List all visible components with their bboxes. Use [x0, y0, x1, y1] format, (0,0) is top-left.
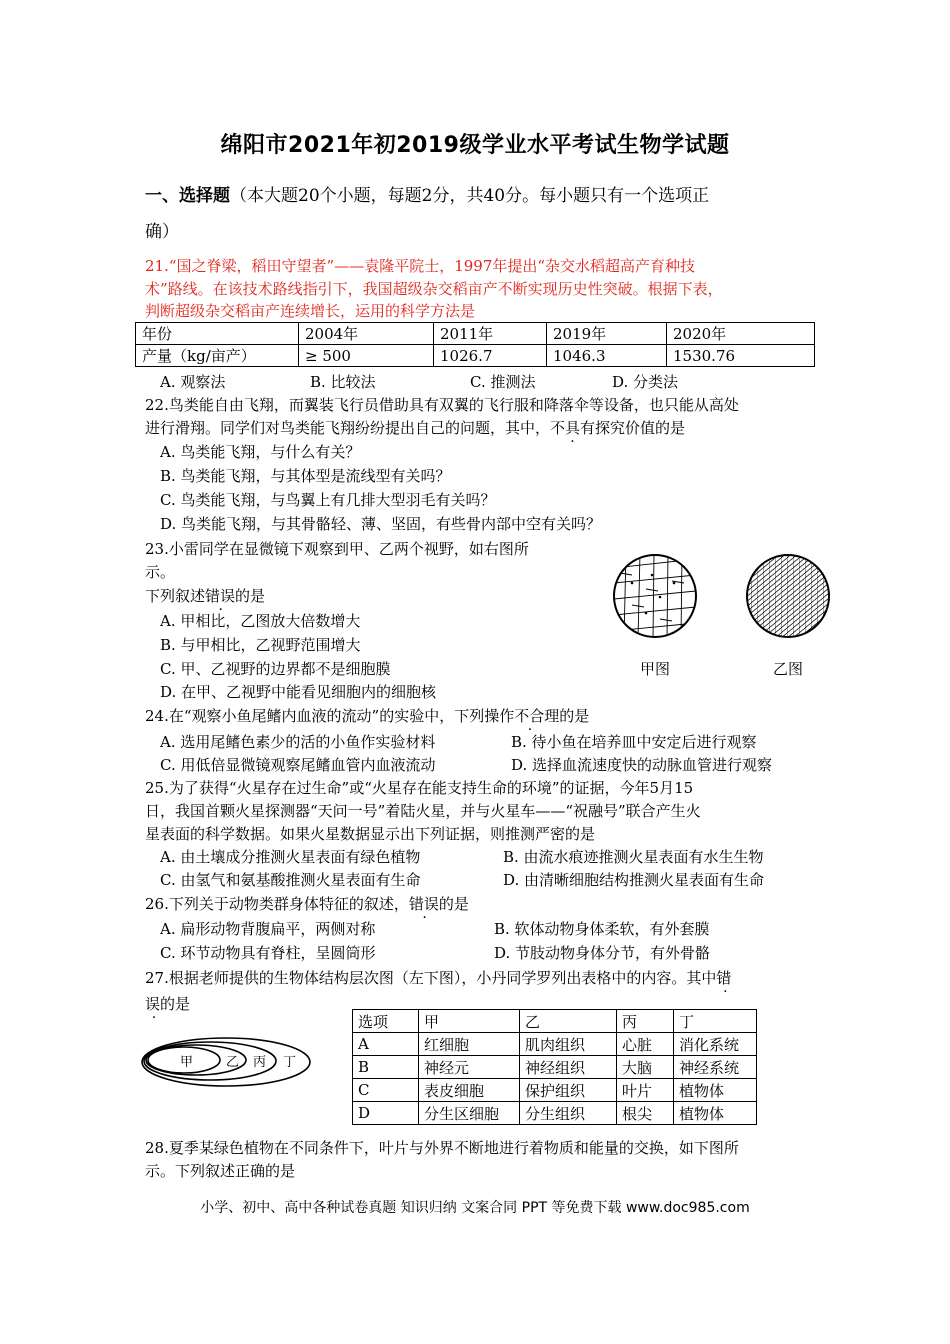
table-cell: 1530.76	[667, 345, 815, 367]
table-cell: 2004年	[299, 323, 434, 345]
table-cell: 2011年	[434, 323, 547, 345]
fig-caption-yi: 乙图	[773, 660, 804, 678]
q23-option-b: B. 与甲相比，乙视野范围增大	[160, 636, 361, 654]
q23-line2: 示。	[145, 563, 176, 581]
table-cell: 表皮细胞	[419, 1079, 520, 1102]
q21-option-d: D. 分类法	[612, 373, 679, 391]
page-footer: 小学、初中、高中各种试卷真题 知识归纳 文案合同 PPT 等免费下载 www.doc985.com	[200, 1200, 750, 1216]
table-cell: 甲	[419, 1010, 520, 1033]
table-cell: 1046.3	[547, 345, 667, 367]
table-cell: 红细胞	[419, 1033, 520, 1056]
table-row	[136, 345, 815, 367]
diagram-label-ding: 丁	[283, 1055, 297, 1070]
q27-emphasis-2: 误	[145, 995, 161, 1013]
table-cell: 产量（kg/亩产）	[136, 345, 299, 367]
q27-line1	[145, 967, 731, 989]
q25-option-d: D. 由清晰细胞结构推测火星表面有生命	[503, 871, 765, 889]
microscope-field-jia	[612, 553, 698, 639]
table-row	[353, 1056, 757, 1079]
q26-line1	[145, 893, 469, 915]
q26-option-c: C. 环节动物具有脊柱，呈圆筒形	[160, 944, 376, 962]
diagram-label-yi: 乙	[226, 1055, 240, 1070]
q22-line2	[145, 417, 685, 439]
table-cell: 1026.7	[434, 345, 547, 367]
section-desc-1: （本大题20个小题，每题2分，共40分。每小题只有一个选项正	[230, 186, 710, 206]
q26-line1-pre: 26.下列关于动物类群身体特征的叙述，	[145, 895, 409, 913]
table-cell: 植物体	[674, 1102, 757, 1125]
q25-line3: 星表面的科学数据。如果火星数据显示出下列证据，则推测严密的是	[145, 825, 596, 843]
q27-emphasis-1: 错	[716, 969, 732, 987]
table-row	[353, 1033, 757, 1056]
table-cell: 保护组织	[520, 1079, 617, 1102]
q24-line1	[145, 705, 589, 727]
microscope-field-yi	[745, 553, 831, 639]
table-row	[136, 323, 815, 345]
table-cell: ≥ 500	[299, 345, 434, 367]
q22-line1: 22.鸟类能自由飞翔，而翼装飞行员借助具有双翼的飞行服和降落伞等设备，也只能从高处	[145, 396, 739, 414]
q25-line2: 日，我国首颗火星探测器“天问一号”着陆火星，并与火星车——“祝融号”联合产生火	[145, 802, 701, 820]
table-cell: 选项	[353, 1010, 419, 1033]
diagram-label-jia: 甲	[180, 1055, 194, 1070]
q25-option-b: B. 由流水痕迹推测火星表面有水生生物	[503, 848, 764, 866]
q26-option-d: D. 节肢动物身体分节，有外骨骼	[494, 944, 711, 962]
table-cell: A	[353, 1033, 419, 1056]
q23-option-d: D. 在甲、乙视野中能看见细胞内的细胞核	[160, 683, 437, 701]
table-cell: 分生组织	[520, 1102, 617, 1125]
q24-option-d: D. 选择血流速度快的动脉血管进行观察	[511, 756, 773, 774]
q28-line2: 示。下列叙述正确的是	[145, 1162, 296, 1180]
q22-option-b: B. 鸟类能飞翔，与其体型是流线型有关吗？	[160, 467, 451, 485]
q22-option-d: D. 鸟类能飞翔，与其骨骼轻、薄、坚固，有些骨内部中空有关吗？	[160, 515, 602, 533]
table-cell: 叶片	[617, 1079, 674, 1102]
q27-line1-pre: 27.根据老师提供的生物体结构层次图（左下图），小丹同学罗列出表格中的内容。其中	[145, 969, 717, 987]
q24-option-b: B. 待小鱼在培养皿中安定后进行观察	[511, 733, 757, 751]
q27-line2-post: 的是	[160, 995, 191, 1013]
section-heading	[145, 178, 815, 250]
fig-caption-jia: 甲图	[640, 660, 671, 678]
q23-line3-pre: 下列叙述	[145, 587, 206, 605]
diagram-label-bing: 丙	[253, 1055, 267, 1070]
q25-option-c: C. 由氢气和氨基酸推测火星表面有生命	[160, 871, 421, 889]
q26-option-a: A. 扁形动物背腹扁平，两侧对称	[160, 920, 376, 938]
q24-line1-pre: 24.在“观察小鱼尾鳍内血液的流动”的实验中，下列操作	[145, 707, 515, 725]
page-title: 绵阳市2021年初2019级学业水平考试生物学试题	[220, 133, 730, 158]
section-label: 一、选择题	[145, 186, 230, 206]
q23-line3	[145, 585, 265, 607]
table-cell: 年份	[136, 323, 299, 345]
q21-option-c: C. 推测法	[470, 373, 536, 391]
q25-line1: 25.为了获得“火星存在过生命”或“火星存在能支持生命的环境”的证据，今年5月15	[145, 779, 694, 797]
table-cell: 2020年	[667, 323, 815, 345]
table-cell: 植物体	[674, 1079, 757, 1102]
table-cell: D	[353, 1102, 419, 1125]
table-cell: 大脑	[617, 1056, 674, 1079]
q26-option-b: B. 软体动物身体柔软，有外套膜	[494, 920, 710, 938]
q21-line1: 21.“国之脊梁，稻田守望者”——袁隆平院士，1997年提出“杂交水稻超高产育种技	[145, 257, 696, 275]
q24-line1-post: 理的是	[544, 707, 590, 725]
q21-option-b: B. 比较法	[310, 373, 376, 391]
q26-line1-post: 的是	[438, 895, 469, 913]
q24-option-a: A. 选用尾鳍色素少的活的小鱼作实验材料	[160, 733, 436, 751]
q28-line1: 28.夏季某绿色植物在不同条件下，叶片与外界不断地进行着物质和能量的交换，如下图所	[145, 1139, 739, 1157]
q21-line2: 术”路线。在该技术路线指引下，我国超级杂交稻亩产不断实现历史性突破。根据下表，	[145, 280, 723, 298]
q23-line3-post: 的是	[235, 587, 266, 605]
table-cell: 肌肉组织	[520, 1033, 617, 1056]
q22-option-a: A. 鸟类能飞翔，与什么有关？	[160, 443, 361, 461]
q21-option-a: A. 观察法	[160, 373, 226, 391]
q25-option-a: A. 由土壤成分推测火星表面有绿色植物	[160, 848, 421, 866]
q23-emphasis: 错误	[205, 587, 236, 605]
q24-emphasis: 不合	[514, 707, 545, 725]
table-row	[353, 1079, 757, 1102]
table-cell: 2019年	[547, 323, 667, 345]
q21-line3: 判断超级杂交稻亩产连续增长，运用的科学方法是	[145, 302, 476, 320]
q23-option-a: A. 甲相比，乙图放大倍数增大	[160, 612, 361, 630]
q22-line2-pre: 进行滑翔。同学们对鸟类能飞翔纷纷提出自己的问题，其中，	[145, 419, 551, 437]
table-cell: C	[353, 1079, 419, 1102]
q24-option-c: C. 用低倍显微镜观察尾鳍血管内血液流动	[160, 756, 436, 774]
table-cell: B	[353, 1056, 419, 1079]
table-cell: 丁	[674, 1010, 757, 1033]
table-cell: 乙	[520, 1010, 617, 1033]
table-cell: 根尖	[617, 1102, 674, 1125]
q22-line2-post: 探究价值的是	[595, 419, 686, 437]
table-row	[353, 1010, 757, 1033]
q26-emphasis: 错误	[408, 895, 439, 913]
table-row	[353, 1102, 757, 1125]
q22-emphasis: 不具有	[550, 419, 596, 437]
table-cell: 神经系统	[674, 1056, 757, 1079]
table-cell: 心脏	[617, 1033, 674, 1056]
q22-option-c: C. 鸟类能飞翔，与鸟翼上有几排大型羽毛有关吗？	[160, 491, 496, 509]
table-cell: 神经组织	[520, 1056, 617, 1079]
q27-table	[352, 1009, 757, 1125]
q21-table	[135, 322, 815, 367]
q27-line2	[145, 993, 190, 1015]
table-cell: 消化系统	[674, 1033, 757, 1056]
table-cell: 丙	[617, 1010, 674, 1033]
hierarchy-diagram	[140, 1035, 312, 1089]
table-cell: 分生区细胞	[419, 1102, 520, 1125]
section-desc-2: 确）	[145, 222, 179, 242]
table-cell: 神经元	[419, 1056, 520, 1079]
q23-option-c: C. 甲、乙视野的边界都不是细胞膜	[160, 660, 391, 678]
q23-line1: 23.小雷同学在显微镜下观察到甲、乙两个视野，如右图所	[145, 540, 529, 558]
